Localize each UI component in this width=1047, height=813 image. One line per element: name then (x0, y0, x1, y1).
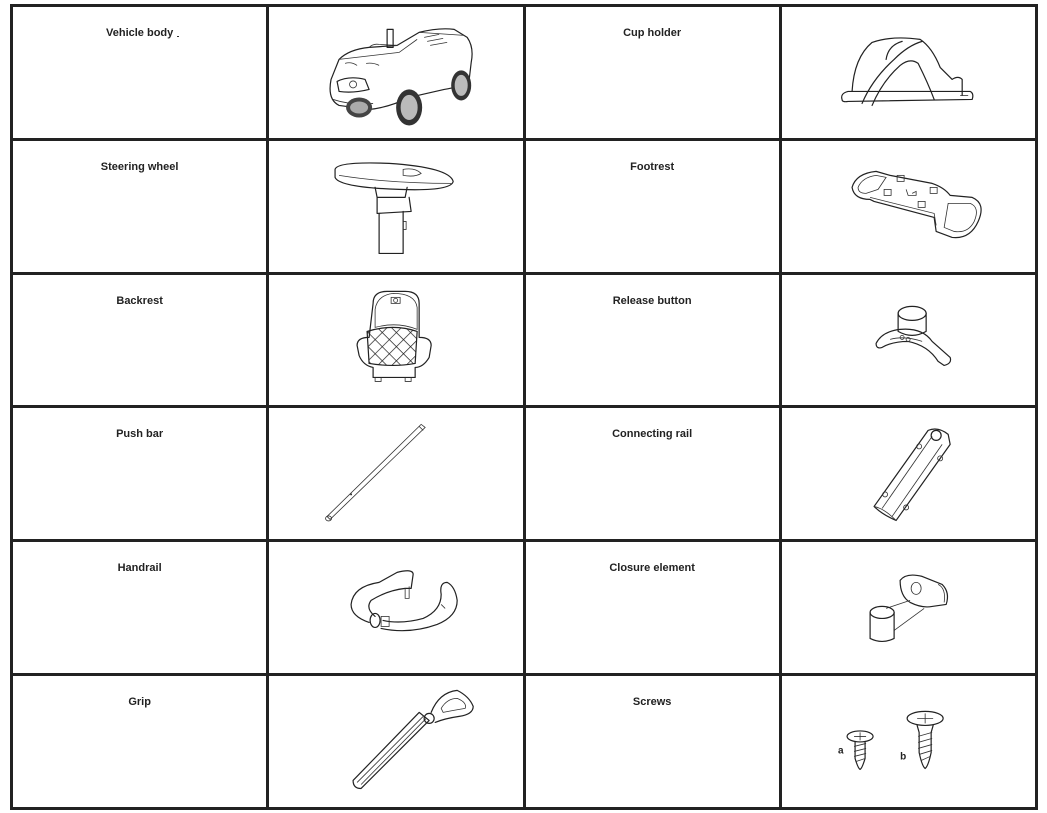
table-row (12, 273, 1037, 407)
part-image-cell (780, 407, 1036, 541)
handrail-drawing-icon (269, 542, 522, 673)
part-image-cell (268, 273, 524, 407)
part-label-cell (524, 139, 780, 273)
part-image-cell (780, 139, 1036, 273)
part-image-cell (268, 139, 524, 273)
table-row (12, 675, 1037, 809)
part-label-cell (524, 675, 780, 809)
part-label-cell (524, 273, 780, 407)
part-label-cell (12, 139, 268, 273)
part-label-screws: Screws (632, 696, 672, 709)
screw-b-label: b (899, 751, 906, 763)
steering-wheel-drawing-icon (269, 141, 522, 272)
parts-table (10, 4, 1038, 810)
closure-element-drawing-icon (782, 542, 1035, 673)
grip-drawing-icon (269, 676, 522, 807)
backrest-drawing-icon (269, 275, 522, 406)
part-label-vehicle-body: Vehicle body (106, 27, 174, 39)
part-label-cell (12, 407, 268, 541)
release-button-drawing-icon (782, 275, 1035, 406)
part-image-cell (268, 407, 524, 541)
part-label-cell (524, 6, 780, 140)
part-image-cell (780, 6, 1036, 140)
part-label-cell (12, 6, 268, 140)
part-label-release-button: Release button (612, 294, 692, 307)
stray-dot (177, 36, 179, 37)
part-label-cell (12, 273, 268, 407)
part-label-footrest: Footrest (630, 160, 675, 173)
part-image-cell (268, 541, 524, 675)
screw-a-label: a (837, 745, 844, 757)
push-bar-drawing-icon (269, 408, 522, 539)
table-row (12, 541, 1037, 675)
part-label-backrest: Backrest (116, 294, 163, 307)
part-label-grip: Grip (128, 696, 151, 709)
part-label-push-bar: Push bar (116, 428, 164, 441)
table-row (12, 6, 1037, 140)
cup-holder-drawing-icon (782, 7, 1035, 138)
part-label-handrail: Handrail (117, 562, 162, 575)
table-row (12, 139, 1037, 273)
part-label-closure-element: Closure element (609, 562, 695, 575)
part-image-cell (268, 675, 524, 809)
footrest-drawing-icon (782, 141, 1035, 272)
vehicle-body-drawing-icon (269, 7, 522, 138)
part-image-cell (268, 6, 524, 140)
part-label-cell (12, 675, 268, 809)
part-image-cell (780, 273, 1036, 407)
part-label-cell (12, 541, 268, 675)
part-label-cell (524, 407, 780, 541)
screws-drawing-icon (782, 676, 1035, 807)
part-label-cup-holder: Cup holder (623, 27, 682, 39)
part-label-cell (524, 541, 780, 675)
part-label-connecting-rail: Connecting rail (612, 428, 693, 441)
part-image-cell (780, 541, 1036, 675)
connecting-rail-drawing-icon (782, 408, 1035, 539)
part-image-cell (780, 675, 1036, 809)
part-label-steering-wheel: Steering wheel (100, 160, 179, 173)
table-row (12, 407, 1037, 541)
